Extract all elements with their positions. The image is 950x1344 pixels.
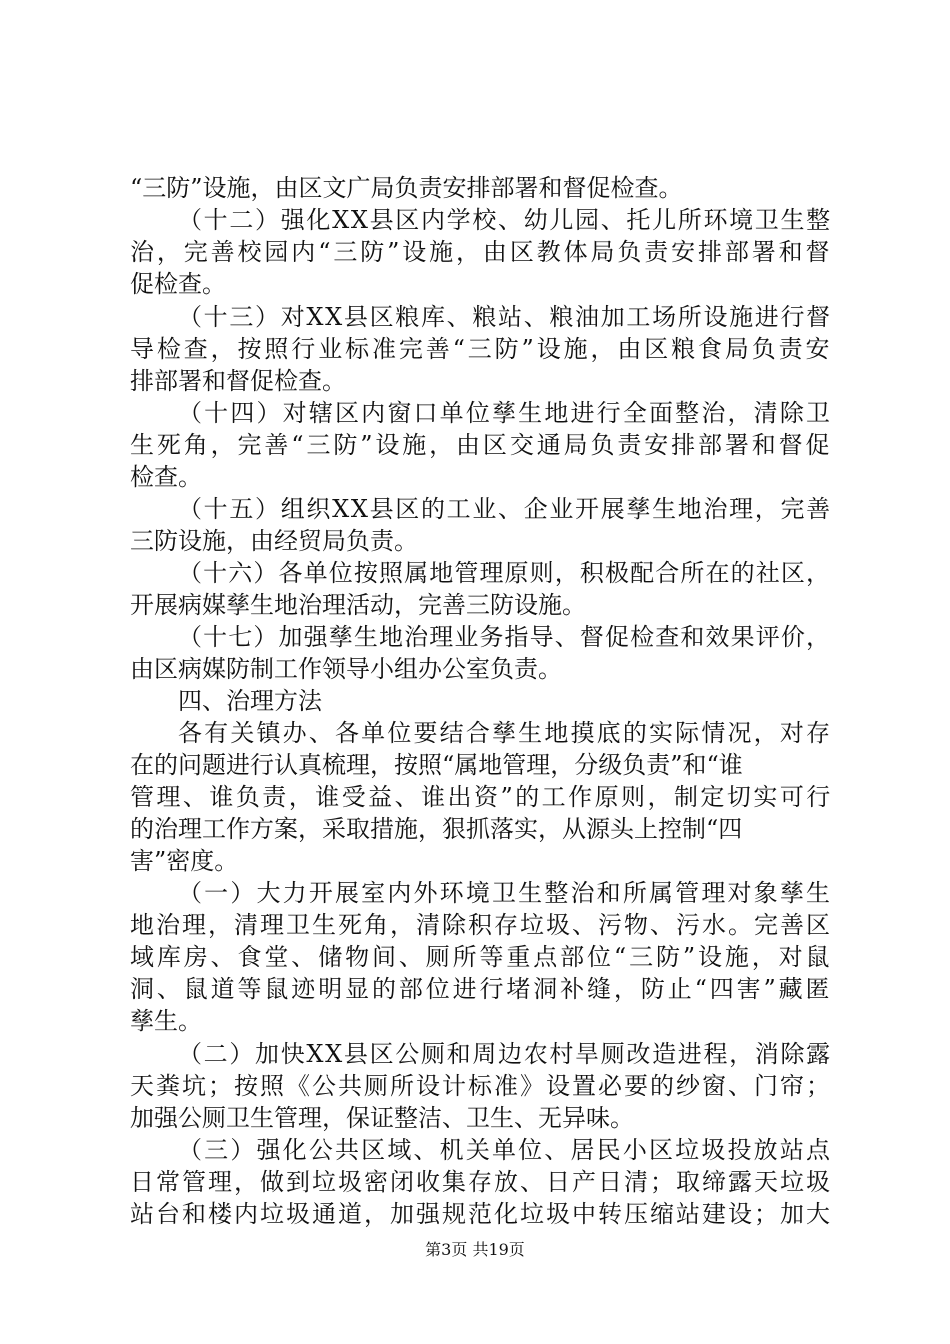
text-line: 导检查，按照行业标准完善“三防”设施，由区粮食局负责安 xyxy=(130,335,833,363)
text-line: 在的问题进行认真梳理，按照“属地管理，分级负责”和“谁 xyxy=(130,751,743,779)
text-line: 加强公厕卫生管理，保证整洁、卫生、无异味。 xyxy=(130,1104,634,1132)
text-line: 地治理，清理卫生死角，清除积存垃圾、污物、污水。完善区 xyxy=(130,911,832,939)
text-line: 天粪坑；按照《公共厕所设计标准》设置必要的纱窗、门帘； xyxy=(130,1072,832,1100)
text-line: 孳生。 xyxy=(130,1007,202,1035)
text-line: （十四）对辖区内窗口单位孳生地进行全面整治，清除卫 xyxy=(178,399,833,427)
text-line: 的治理工作方案，采取措施，狠抓落实，从源头上控制“四 xyxy=(130,815,743,843)
text-line: 害”密度。 xyxy=(130,847,239,875)
text-line: （十三）对XX县区粮库、粮站、粮油加工场所设施进行督 xyxy=(178,303,832,331)
text-line: “三防”设施，由区文广局负责安排部署和督促检查。 xyxy=(130,174,683,202)
page-footer: 第3页 共19页 xyxy=(425,1240,525,1259)
text-line: 洞、鼠道等鼠迹明显的部位进行堵洞补缝，防止“四害”藏匿 xyxy=(130,975,833,1003)
text-line: 开展病媒孳生地治理活动，完善三防设施。 xyxy=(130,591,586,619)
text-line: （一）大力开展室内外环境卫生整治和所属管理对象孳生 xyxy=(178,879,833,907)
text-line: 日常管理，做到垃圾密闭收集存放、日产日清；取缔露天垃圾 xyxy=(130,1168,832,1196)
text-line: （二）加快XX县区公厕和周边农村旱厕改造进程，消除露 xyxy=(178,1040,832,1068)
text-line: 三防设施，由经贸局负责。 xyxy=(130,527,418,555)
text-line: 站台和楼内垃圾通道，加强规范化垃圾中转压缩站建设；加大 xyxy=(130,1200,832,1228)
text-line: 检查。 xyxy=(130,463,202,491)
text-line: 治，完善校园内“三防”设施，由区教体局负责安排部署和督 xyxy=(130,238,833,266)
section-heading: 四、治理方法 xyxy=(178,687,322,715)
text-line: 域库房、食堂、储物间、厕所等重点部位“三防”设施，对鼠 xyxy=(130,943,833,971)
text-line: 促检查。 xyxy=(130,270,226,298)
text-line: （十五）组织XX县区的工业、企业开展孳生地治理，完善 xyxy=(178,495,832,523)
text-line: 各有关镇办、各单位要结合孳生地摸底的实际情况，对存 xyxy=(178,719,833,747)
text-line: （十二）强化XX县区内学校、幼儿园、托儿所环境卫生整 xyxy=(178,206,832,234)
text-line: （十七）加强孳生地治理业务指导、督促检查和效果评价， xyxy=(178,623,832,651)
text-line: （三）强化公共区域、机关单位、居民小区垃圾投放站点 xyxy=(178,1136,833,1164)
text-line: 生死角，完善“三防”设施，由区交通局负责安排部署和督促 xyxy=(130,431,833,459)
text-line: 由区病媒防制工作领导小组办公室负责。 xyxy=(130,655,562,683)
text-line: （十六）各单位按照属地管理原则，积极配合所在的社区， xyxy=(178,559,832,587)
text-line: 排部署和督促检查。 xyxy=(130,367,346,395)
text-line: 管理、谁负责，谁受益、谁出资”的工作原则，制定切实可行 xyxy=(130,783,833,811)
